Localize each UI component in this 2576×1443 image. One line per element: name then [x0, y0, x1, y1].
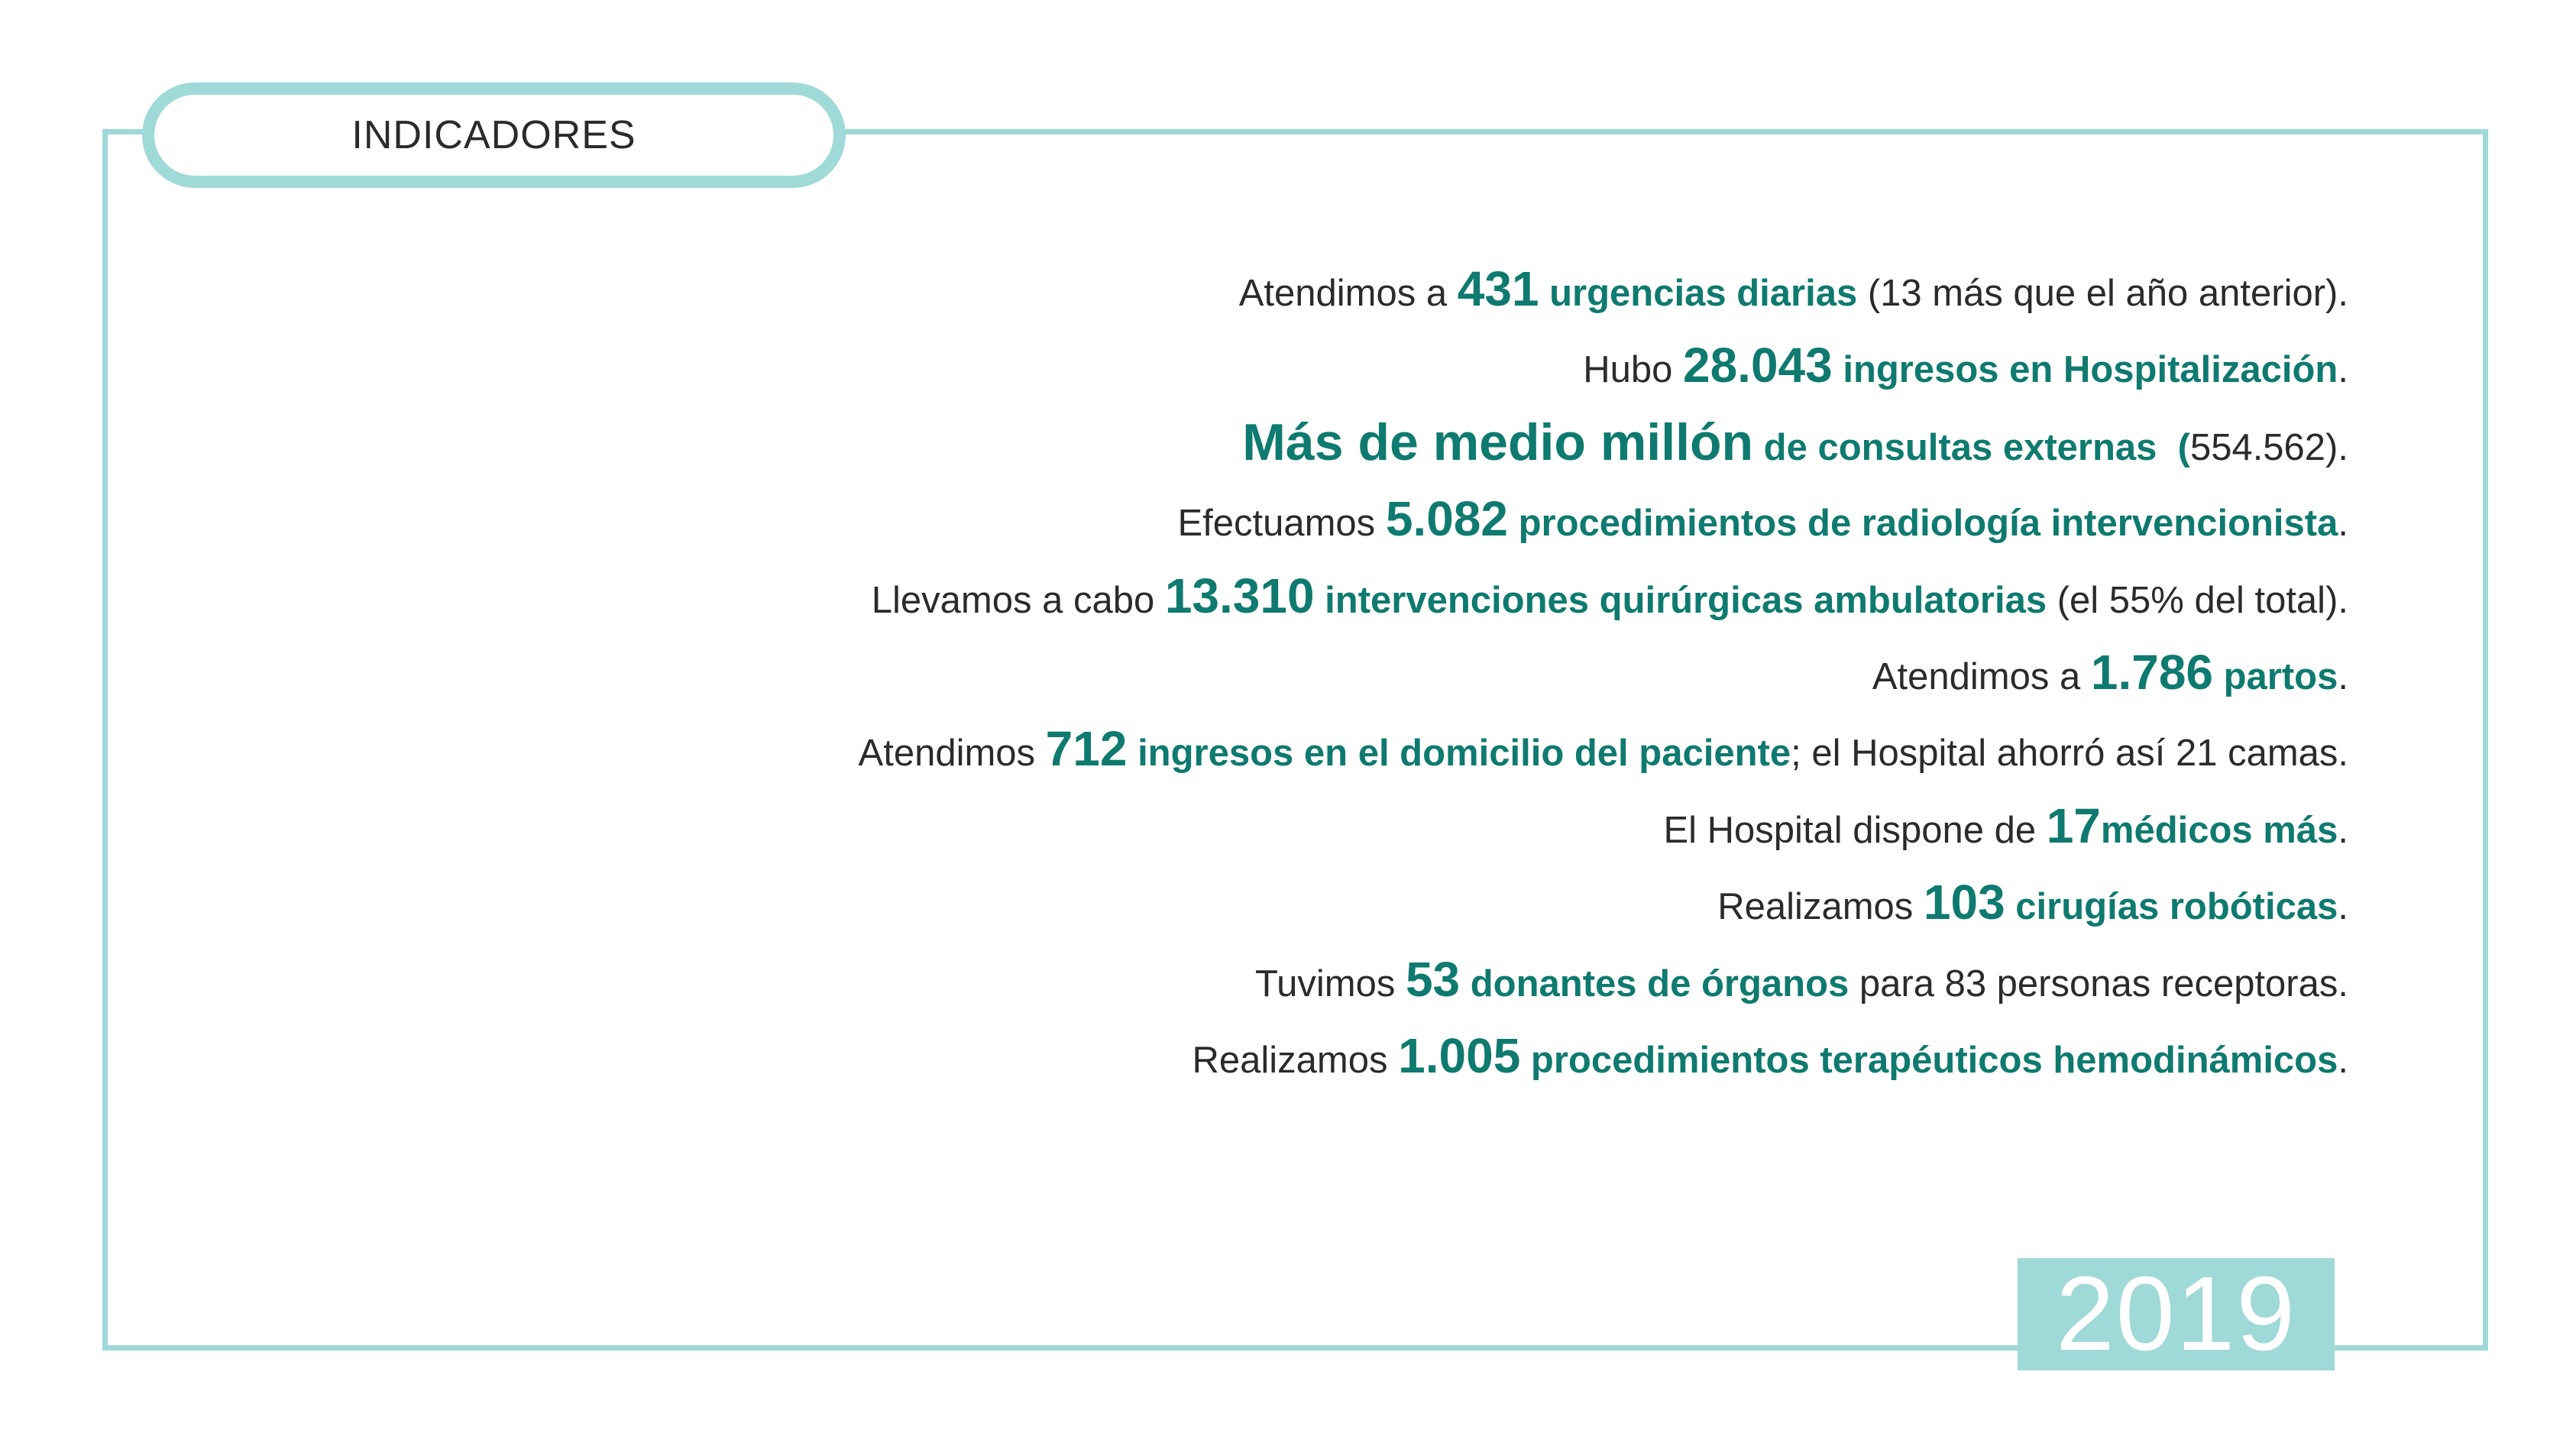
indicator-line [133, 1018, 2348, 1094]
section-title-pill [142, 83, 846, 188]
indicator-line [133, 327, 2348, 403]
indicator-line [133, 480, 2348, 557]
indicator-value: 13.310 [1164, 568, 1315, 623]
indicator-value: Más de medio millón [1242, 413, 1754, 471]
year-badge [2018, 1255, 2335, 1373]
indicator-text: para 83 personas receptoras. [1849, 963, 2348, 1005]
indicator-text: . [2338, 349, 2348, 391]
indicator-value: 431 [1457, 261, 1539, 316]
indicator-value: 17 [2046, 798, 2101, 853]
indicator-line [133, 251, 2348, 327]
year-label: 2019 [2056, 1255, 2296, 1373]
indicator-value: 53 [1405, 951, 1461, 1007]
indicator-text: . [2338, 886, 2348, 928]
indicator-text: Atendimos [858, 733, 1046, 775]
indicator-text: . [2338, 1039, 2348, 1081]
indicator-line [133, 788, 2348, 864]
indicator-label: de consultas externas ( [1753, 426, 2190, 468]
indicator-text: El Hospital dispone de [1663, 809, 2047, 851]
indicator-line [133, 864, 2348, 940]
indicator-text: Efectuamos [1177, 503, 1386, 545]
indicator-label: ingresos en el domicilio del paciente [1127, 733, 1791, 775]
indicator-label: partos [2213, 655, 2338, 697]
indicator-text: . [2338, 503, 2348, 545]
indicator-label: médicos más [2100, 809, 2338, 851]
indicator-text: (13 más que el año anterior). [1857, 273, 2348, 314]
indicator-text: Realizamos [1192, 1039, 1399, 1081]
indicator-value: 1.005 [1398, 1027, 1521, 1083]
indicator-value: 28.043 [1682, 338, 1833, 393]
indicator-line [133, 710, 2348, 787]
indicator-line [133, 634, 2348, 710]
indicator-text: Atendimos a [1872, 655, 2091, 697]
indicator-text: . [2338, 655, 2348, 697]
indicator-label: procedimientos terapéuticos hemodinámicos [1520, 1039, 2338, 1081]
indicators-list [133, 251, 2348, 1094]
indicator-value: 103 [1923, 875, 2005, 930]
indicator-text: Hubo [1583, 349, 1683, 391]
indicator-label: urgencias diarias [1539, 273, 1858, 314]
indicator-text: Atendimos a [1238, 273, 1458, 314]
indicator-value: 712 [1045, 721, 1128, 777]
indicator-line [133, 941, 2348, 1018]
indicator-label: cirugías robóticas [2005, 886, 2338, 928]
indicator-text: 554.562). [2189, 426, 2348, 468]
indicator-text: Tuvimos [1255, 963, 1406, 1005]
indicator-text: (el 55% del total). [2047, 579, 2348, 621]
indicator-value: 1.786 [2090, 644, 2213, 700]
indicator-text: . [2338, 809, 2348, 851]
indicator-text: ; el Hospital ahorró así 21 camas. [1791, 733, 2348, 775]
indicator-line [133, 558, 2348, 634]
indicator-label: intervenciones quirúrgicas ambulatorias [1314, 579, 2047, 621]
indicator-text: Realizamos [1717, 886, 1924, 928]
indicator-label: donantes de órganos [1460, 963, 1849, 1005]
indicator-label: ingresos en Hospitalización [1832, 349, 2338, 391]
section-title: INDICADORES [351, 113, 636, 157]
indicator-value: 5.082 [1385, 491, 1508, 547]
indicator-line [133, 404, 2348, 480]
indicator-label: procedimientos de radiología intervencionista [1507, 503, 2338, 545]
indicator-text: Llevamos a cabo [871, 579, 1165, 621]
